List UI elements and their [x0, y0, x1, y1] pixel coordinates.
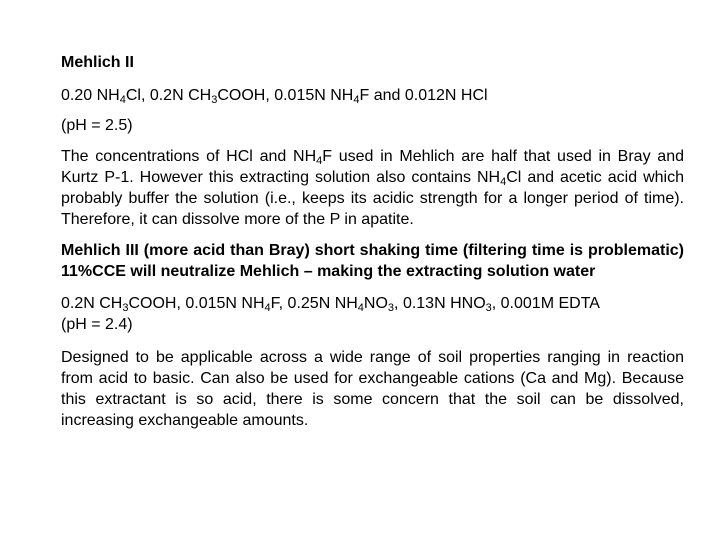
description-text: The concentrations of HCl and NH	[61, 148, 317, 165]
formula-subscript: 3	[485, 302, 492, 314]
mehlich-iii-formula	[61, 293, 684, 335]
formula-text: Cl, 0.2N CH	[125, 87, 212, 104]
mehlich-ii-description	[61, 146, 684, 230]
formula-text: COOH, 0.015N NH	[128, 295, 265, 312]
formula-subscript: 4	[500, 176, 507, 188]
formula-subscript: 4	[264, 302, 271, 314]
mehlich-iii-heading: Mehlich III (more acid than Bray) short shaking time (filtering time is problematic) 11%CCE will neutralize Mehlich – making the extracting solution water	[61, 242, 684, 280]
formula-subscript: 4	[357, 302, 364, 314]
formula-text: NO	[363, 295, 388, 312]
formula-subscript: 3	[122, 302, 129, 314]
description-text: Cl and acetic acid which probably buffer the solution (i.e., keeps its acidic strength for a longer period of time). Therefore, it can dissolve more of the P in apatite.	[61, 169, 684, 228]
formula-text: F and 0.012N HCl	[359, 87, 488, 104]
formula-subscript: 4	[353, 94, 360, 106]
description-text: F used in Mehlich are half that used in Bray and Kurtz P-1. However this extracting solution also contains NH	[61, 148, 685, 186]
formula-text: , 0.001M EDTA	[491, 295, 600, 312]
mehlich-iii-ph: (pH = 2.4)	[61, 316, 133, 333]
mehlich-ii-ph: (pH = 2.5)	[61, 117, 133, 134]
formula-subscript: 3	[387, 302, 395, 314]
formula-text: 0.2N CH	[61, 295, 123, 312]
mehlich-iii-description: Designed to be applicable across a wide range of soil properties ranging in reaction from acid to basic. Can also be used for exchangeable cations (Ca and Mg). Because this extractant is so acid, there is some concern that the soil can be dissolved, increasing exchangeable amounts.	[61, 349, 684, 429]
formula-text: , 0.13N HNO	[394, 295, 486, 312]
formula-text: F, 0.25N NH	[270, 295, 358, 312]
formula-subscript: 4	[119, 94, 126, 106]
formula-subscript: 4	[316, 155, 323, 167]
mehlich-ii-formula	[61, 85, 684, 106]
formula-text: COOH, 0.015N NH	[217, 87, 354, 104]
formula-text: 0.20 NH	[61, 87, 120, 104]
slide-content	[61, 52, 684, 442]
mehlich-ii-title: Mehlich II	[61, 54, 134, 71]
formula-subscript: 3	[211, 94, 218, 106]
